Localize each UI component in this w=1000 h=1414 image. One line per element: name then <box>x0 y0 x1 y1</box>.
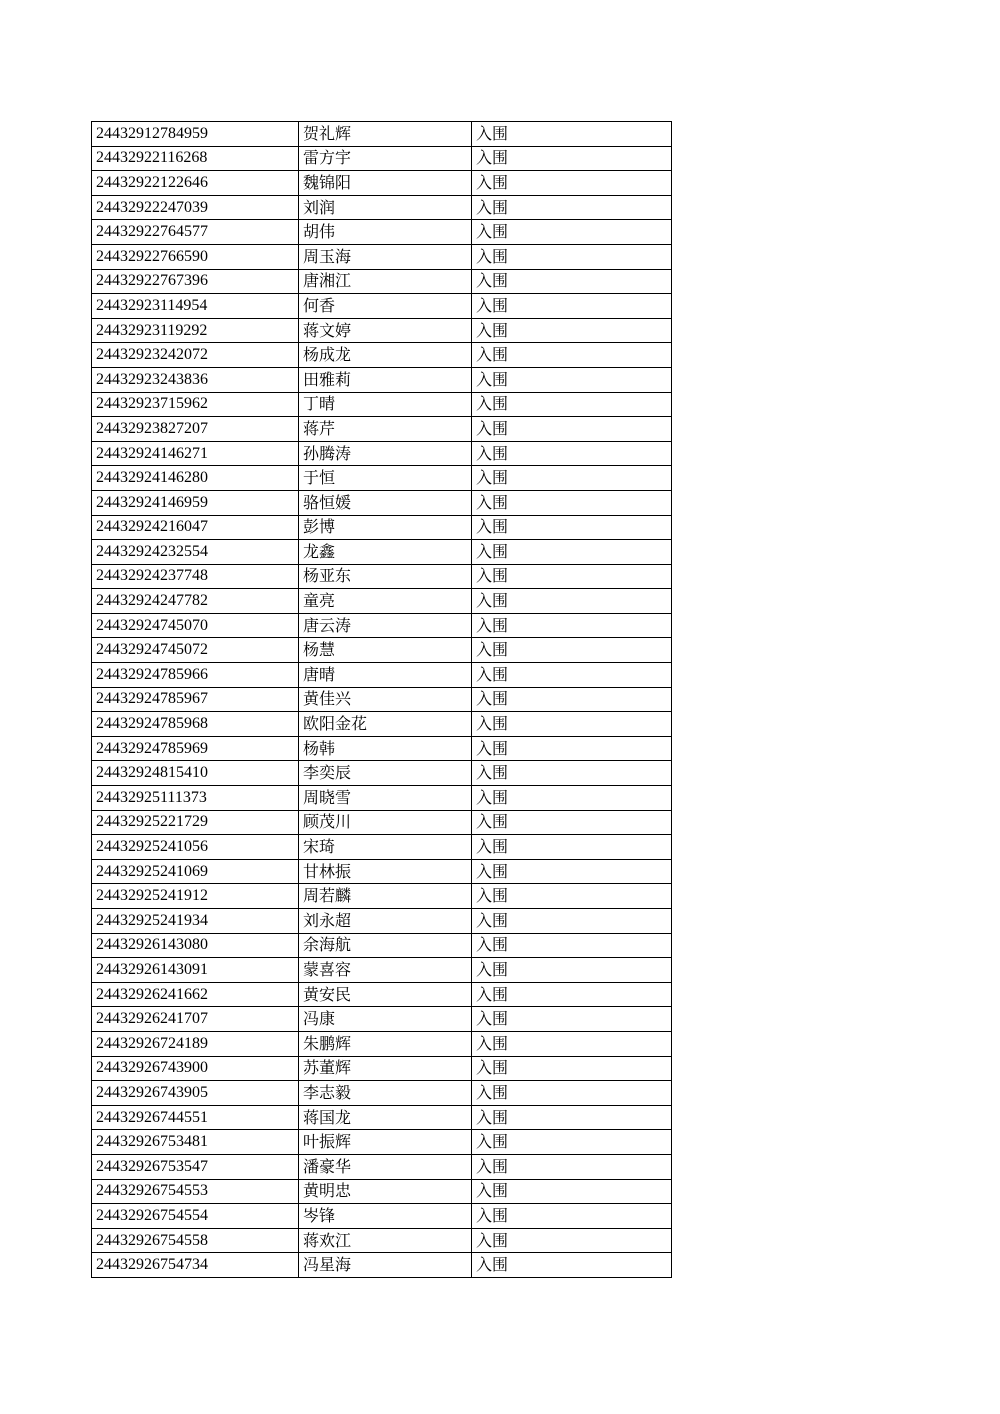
candidate-id-cell: 24432926744551 <box>92 1105 299 1130</box>
table-row <box>92 638 672 663</box>
candidate-name-cell: 余海航 <box>299 933 472 958</box>
candidate-id-cell: 24432922247039 <box>92 195 299 220</box>
candidate-name-cell: 唐云涛 <box>299 613 472 638</box>
candidate-name-cell: 丁晴 <box>299 392 472 417</box>
status-cell: 入围 <box>472 1105 672 1130</box>
table-row <box>92 1204 672 1229</box>
candidate-id-cell: 24432925111373 <box>92 786 299 811</box>
table-row <box>92 343 672 368</box>
candidate-id-cell: 24432924247782 <box>92 589 299 614</box>
candidate-name-cell: 唐晴 <box>299 663 472 688</box>
table-row <box>92 884 672 909</box>
candidate-id-cell: 24432924146271 <box>92 441 299 466</box>
status-cell: 入围 <box>472 982 672 1007</box>
status-cell: 入围 <box>472 736 672 761</box>
table-row <box>92 613 672 638</box>
candidate-id-cell: 24432922122646 <box>92 171 299 196</box>
candidate-id-cell: 24432926743900 <box>92 1056 299 1081</box>
status-cell: 入围 <box>472 1253 672 1278</box>
candidate-id-cell: 24432926724189 <box>92 1031 299 1056</box>
candidate-id-cell: 24432926241707 <box>92 1007 299 1032</box>
status-cell: 入围 <box>472 1056 672 1081</box>
candidate-id-cell: 24432924785968 <box>92 712 299 737</box>
table-row <box>92 392 672 417</box>
status-cell: 入围 <box>472 613 672 638</box>
table-row <box>92 269 672 294</box>
table-row <box>92 171 672 196</box>
status-cell: 入围 <box>472 589 672 614</box>
table-row <box>92 367 672 392</box>
table-row <box>92 244 672 269</box>
candidate-name-cell: 骆恒媛 <box>299 490 472 515</box>
table-row <box>92 195 672 220</box>
candidate-name-cell: 田雅莉 <box>299 367 472 392</box>
table-row <box>92 1154 672 1179</box>
candidate-id-cell: 24432924146959 <box>92 490 299 515</box>
status-cell: 入围 <box>472 859 672 884</box>
candidate-name-cell: 龙鑫 <box>299 540 472 565</box>
candidate-name-cell: 冯星海 <box>299 1253 472 1278</box>
candidate-name-cell: 贺礼辉 <box>299 122 472 147</box>
candidate-name-cell: 潘豪华 <box>299 1154 472 1179</box>
status-cell: 入围 <box>472 1154 672 1179</box>
candidate-name-cell: 顾茂川 <box>299 810 472 835</box>
table-row <box>92 761 672 786</box>
table-row <box>92 786 672 811</box>
table-row <box>92 933 672 958</box>
candidate-id-cell: 24432925241912 <box>92 884 299 909</box>
table-row <box>92 318 672 343</box>
candidate-name-cell: 胡伟 <box>299 220 472 245</box>
table-row <box>92 982 672 1007</box>
status-cell: 入围 <box>472 1081 672 1106</box>
candidate-id-cell: 24432922766590 <box>92 244 299 269</box>
status-cell: 入围 <box>472 810 672 835</box>
status-cell: 入围 <box>472 638 672 663</box>
candidate-name-cell: 于恒 <box>299 466 472 491</box>
status-cell: 入围 <box>472 786 672 811</box>
candidate-table <box>91 121 672 1278</box>
table-row <box>92 687 672 712</box>
candidate-id-cell: 24432925241056 <box>92 835 299 860</box>
table-row <box>92 1179 672 1204</box>
status-cell: 入围 <box>472 1031 672 1056</box>
status-cell: 入围 <box>472 958 672 983</box>
table-body <box>92 122 672 1278</box>
candidate-name-cell: 蒋国龙 <box>299 1105 472 1130</box>
candidate-name-cell: 刘润 <box>299 195 472 220</box>
table-row <box>92 663 672 688</box>
candidate-name-cell: 黄佳兴 <box>299 687 472 712</box>
candidate-name-cell: 杨韩 <box>299 736 472 761</box>
candidate-name-cell: 蒋芹 <box>299 417 472 442</box>
candidate-id-cell: 24432926753547 <box>92 1154 299 1179</box>
status-cell: 入围 <box>472 687 672 712</box>
status-cell: 入围 <box>472 1130 672 1155</box>
candidate-name-cell: 何香 <box>299 294 472 319</box>
candidate-name-cell: 朱鹏辉 <box>299 1031 472 1056</box>
status-cell: 入围 <box>472 1007 672 1032</box>
candidate-id-cell: 24432924216047 <box>92 515 299 540</box>
candidate-id-cell: 24432926753481 <box>92 1130 299 1155</box>
candidate-name-cell: 叶振辉 <box>299 1130 472 1155</box>
table-row <box>92 1081 672 1106</box>
status-cell: 入围 <box>472 392 672 417</box>
candidate-id-cell: 24432923827207 <box>92 417 299 442</box>
table-row <box>92 1253 672 1278</box>
candidate-id-cell: 24432926754558 <box>92 1228 299 1253</box>
status-cell: 入围 <box>472 318 672 343</box>
candidate-name-cell: 蒙喜容 <box>299 958 472 983</box>
candidate-id-cell: 24432924785969 <box>92 736 299 761</box>
candidate-id-cell: 24432923243836 <box>92 367 299 392</box>
candidate-id-cell: 24432912784959 <box>92 122 299 147</box>
candidate-id-cell: 24432925221729 <box>92 810 299 835</box>
candidate-id-cell: 24432924785967 <box>92 687 299 712</box>
candidate-id-cell: 24432924146280 <box>92 466 299 491</box>
candidate-id-cell: 24432923114954 <box>92 294 299 319</box>
candidate-name-cell: 蒋欢江 <box>299 1228 472 1253</box>
candidate-id-cell: 24432926754734 <box>92 1253 299 1278</box>
status-cell: 入围 <box>472 466 672 491</box>
candidate-id-cell: 24432923119292 <box>92 318 299 343</box>
candidate-name-cell: 冯康 <box>299 1007 472 1032</box>
table-row <box>92 146 672 171</box>
status-cell: 入围 <box>472 343 672 368</box>
candidate-id-cell: 24432924237748 <box>92 564 299 589</box>
candidate-id-cell: 24432922767396 <box>92 269 299 294</box>
candidate-id-cell: 24432926743905 <box>92 1081 299 1106</box>
table-row <box>92 417 672 442</box>
candidate-id-cell: 24432924785966 <box>92 663 299 688</box>
table-row <box>92 909 672 934</box>
table-row <box>92 122 672 147</box>
candidate-name-cell: 周若麟 <box>299 884 472 909</box>
candidate-id-cell: 24432922764577 <box>92 220 299 245</box>
table-row <box>92 466 672 491</box>
status-cell: 入围 <box>472 564 672 589</box>
table-row <box>92 1130 672 1155</box>
candidate-id-cell: 24432924745072 <box>92 638 299 663</box>
table-row <box>92 490 672 515</box>
candidate-name-cell: 甘林振 <box>299 859 472 884</box>
status-cell: 入围 <box>472 122 672 147</box>
candidate-name-cell: 童亮 <box>299 589 472 614</box>
candidate-id-cell: 24432924745070 <box>92 613 299 638</box>
status-cell: 入围 <box>472 220 672 245</box>
candidate-name-cell: 雷方宇 <box>299 146 472 171</box>
table-row <box>92 1031 672 1056</box>
status-cell: 入围 <box>472 663 672 688</box>
table-row <box>92 859 672 884</box>
table-row <box>92 736 672 761</box>
table-row <box>92 441 672 466</box>
status-cell: 入围 <box>472 244 672 269</box>
table-row <box>92 1007 672 1032</box>
status-cell: 入围 <box>472 269 672 294</box>
candidate-name-cell: 杨亚东 <box>299 564 472 589</box>
candidate-id-cell: 24432925241934 <box>92 909 299 934</box>
status-cell: 入围 <box>472 515 672 540</box>
status-cell: 入围 <box>472 367 672 392</box>
candidate-id-cell: 24432926143080 <box>92 933 299 958</box>
table-row <box>92 294 672 319</box>
status-cell: 入围 <box>472 909 672 934</box>
candidate-name-cell: 蒋文婷 <box>299 318 472 343</box>
status-cell: 入围 <box>472 490 672 515</box>
status-cell: 入围 <box>472 835 672 860</box>
status-cell: 入围 <box>472 884 672 909</box>
status-cell: 入围 <box>472 417 672 442</box>
candidate-name-cell: 唐湘江 <box>299 269 472 294</box>
status-cell: 入围 <box>472 441 672 466</box>
candidate-id-cell: 24432923242072 <box>92 343 299 368</box>
candidate-name-cell: 杨慧 <box>299 638 472 663</box>
status-cell: 入围 <box>472 761 672 786</box>
candidate-name-cell: 李奕辰 <box>299 761 472 786</box>
table-row <box>92 220 672 245</box>
table-row <box>92 589 672 614</box>
status-cell: 入围 <box>472 712 672 737</box>
candidate-id-cell: 24432924815410 <box>92 761 299 786</box>
status-cell: 入围 <box>472 1228 672 1253</box>
candidate-name-cell: 刘永超 <box>299 909 472 934</box>
candidate-id-cell: 24432926143091 <box>92 958 299 983</box>
table-row <box>92 810 672 835</box>
table-row <box>92 540 672 565</box>
candidate-name-cell: 黄安民 <box>299 982 472 1007</box>
status-cell: 入围 <box>472 1204 672 1229</box>
table-row <box>92 712 672 737</box>
table-row <box>92 835 672 860</box>
candidate-id-cell: 24432926754553 <box>92 1179 299 1204</box>
table-row <box>92 1228 672 1253</box>
status-cell: 入围 <box>472 294 672 319</box>
table-row <box>92 1105 672 1130</box>
table-row <box>92 564 672 589</box>
candidate-id-cell: 24432926241662 <box>92 982 299 1007</box>
candidate-name-cell: 宋琦 <box>299 835 472 860</box>
candidate-name-cell: 苏董辉 <box>299 1056 472 1081</box>
status-cell: 入围 <box>472 540 672 565</box>
candidate-name-cell: 孙腾涛 <box>299 441 472 466</box>
candidate-name-cell: 周晓雪 <box>299 786 472 811</box>
table-row <box>92 515 672 540</box>
candidate-name-cell: 岑锋 <box>299 1204 472 1229</box>
candidate-name-cell: 杨成龙 <box>299 343 472 368</box>
candidate-id-cell: 24432922116268 <box>92 146 299 171</box>
candidate-name-cell: 欧阳金花 <box>299 712 472 737</box>
candidate-name-cell: 魏锦阳 <box>299 171 472 196</box>
status-cell: 入围 <box>472 1179 672 1204</box>
status-cell: 入围 <box>472 195 672 220</box>
status-cell: 入围 <box>472 171 672 196</box>
status-cell: 入围 <box>472 933 672 958</box>
status-cell: 入围 <box>472 146 672 171</box>
candidate-name-cell: 黄明忠 <box>299 1179 472 1204</box>
table-row <box>92 958 672 983</box>
table-row <box>92 1056 672 1081</box>
candidate-id-cell: 24432926754554 <box>92 1204 299 1229</box>
candidate-id-cell: 24432925241069 <box>92 859 299 884</box>
candidate-id-cell: 24432923715962 <box>92 392 299 417</box>
candidate-name-cell: 周玉海 <box>299 244 472 269</box>
candidate-id-cell: 24432924232554 <box>92 540 299 565</box>
candidate-name-cell: 彭博 <box>299 515 472 540</box>
candidate-name-cell: 李志毅 <box>299 1081 472 1106</box>
